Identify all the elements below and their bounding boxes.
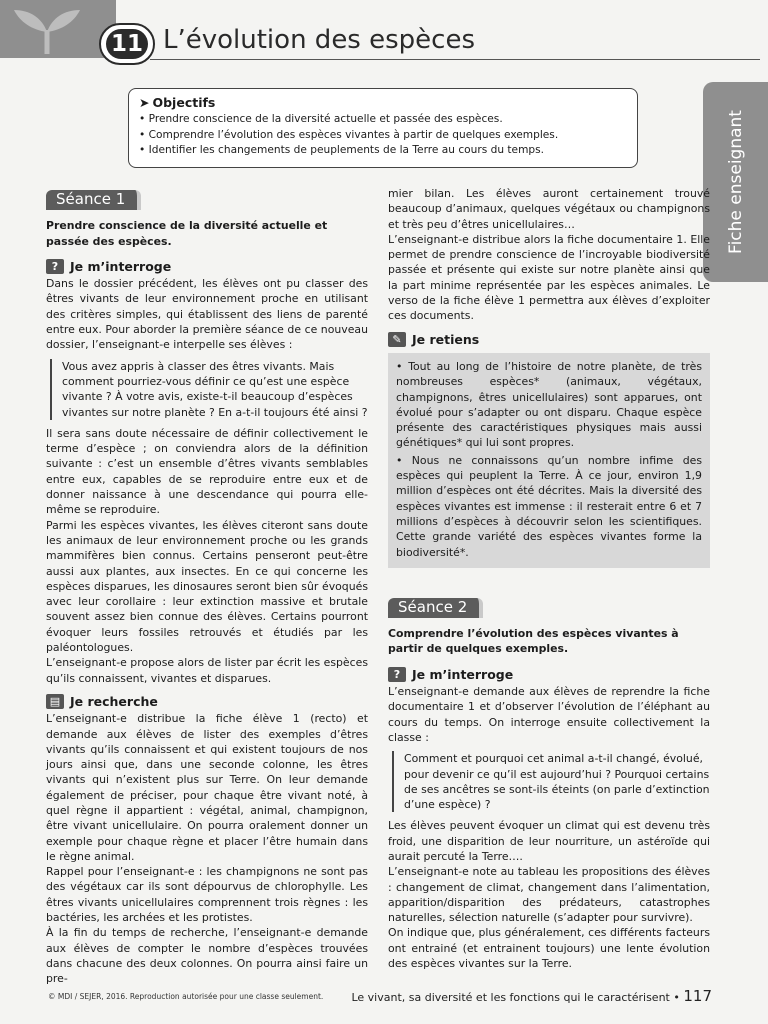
- objectives-list: [139, 112, 627, 159]
- heading-je-m-interroge: Je m’interroge: [70, 258, 172, 274]
- paragraph: L’enseignant-e note au tableau les propositions des élèves : changement de climat, changement dans l’alimentation, apparition/disparition des prédateurs, catastrophes naturelles, sélection naturelle (s’adapter pour survivre).: [388, 865, 710, 925]
- heading-je-m-interroge: Je m’interroge: [412, 666, 514, 682]
- question-icon: ?: [46, 259, 64, 274]
- column-left: [46, 190, 368, 987]
- seance-2-badge: Séance 2: [388, 598, 483, 618]
- paragraph: Les élèves peuvent évoquer un climat qui est devenu très froid, une disparition de leur nourriture, un astéroïde qui aurait percuté la Terre….: [388, 819, 710, 863]
- arrow-icon: ➤: [139, 95, 150, 110]
- objectives-box: [128, 88, 638, 168]
- copyright-notice: © MDI / SEJER, 2016. Reproduction autorisée pour une classe seulement.: [48, 992, 324, 1001]
- running-title: Le vivant, sa diversité et les fonctions qui le caractérisent: [351, 991, 670, 1004]
- side-tab-label: Fiche enseignant: [725, 110, 746, 254]
- paragraph: L’enseignant-e distribue alors la fiche documentaire 1. Elle permet de prendre conscience de l’incroyable biodiversité passée et présente qui existe sur notre planète ainsi que la part minime représentée par les espèces animales. Le verso de la fiche élève 1 permettra aux élèves d’exploiter ces documents.: [388, 232, 710, 323]
- objective-item: • Comprendre l’évolution des espèces vivantes à partir de quelques exemples.: [139, 128, 559, 141]
- teacher-quote: Comment et pourquoi cet animal a-t-il changé, évolué, pour devenir ce qu’il est aujourd’hui ? Pourquoi certains de ses ancêtres se sont-ils éteints (on parle d’extinction d’une espèce) ?: [392, 751, 710, 812]
- sprout-icon: [12, 8, 82, 54]
- teacher-quote: Vous avez appris à classer des êtres vivants. Mais comment pourriez-vous définir ce qu’est une espèce vivante ? À votre avis, existe-t-il beaucoup d’espèces vivantes sur notre planète ? En a-t-il toujours été ainsi ?: [50, 359, 368, 420]
- paragraph: L’enseignant-e propose alors de lister par écrit les espèces qu’ils connaissent, vivantes et disparues.: [46, 656, 368, 685]
- seance-1-badge: Séance 1: [46, 190, 141, 210]
- paragraph: Dans le dossier précédent, les élèves ont pu classer des êtres vivants de leur environnement proche en utilisant des critères simples, qui établissent des liens de parenté entre eux. Pour aborder la première séance de ce nouveau dossier, l’enseignant-e interpelle ses élèves :: [46, 277, 368, 352]
- bullet-icon: •: [673, 991, 684, 1004]
- paragraph: L’enseignant-e distribue la fiche élève 1 (recto) et demande aux élèves de lister des exemples d’êtres vivants qu’ils connaissent et qui existent toujours de nos jours ainsi que, dans une seconde colonne, les êtres vivants qui n’existent plus sur Terre. On leur demande également de préciser, pour chaque être vivant noté, à quel règne il appartient : végétal, animal, champignon, être vivant unicellulaire. On pourra oralement donner un exemple pour chaque règne et placer l’être humain dans le règne animal.: [46, 712, 368, 863]
- retiens-item: • Tout au long de l’histoire de notre planète, de très nombreuses espèces* (animaux, végétaux, champignons, êtres unicellulaires) sont apparues, ont évolué pour s’adapter ou ont disparu. Chaque espèce présente des caractéristiques physiques mais aussi génétiques* qui lui sont propres.: [396, 359, 702, 450]
- objectives-heading: Objectifs: [152, 95, 216, 110]
- paragraph: Parmi les espèces vivantes, les élèves citeront sans doute les animaux de leur environnement proche ou les grands mammifères bien connus. Certains penseront peut-être aussi aux plantes, aux insectes. En ce qui concerne les espèces disparues, les dinosaures seront bien sûr évoqués avec leur corollaire : leur extinction massive et brutale souvent assez bien connue des élèves. Certains pourront évoquer leurs fossiles retrouvés et étudiés par les paléontologues.: [46, 518, 368, 655]
- heading-je-recherche: Je recherche: [70, 693, 158, 709]
- paragraph: Rappel pour l’enseignant-e : les champignons ne sont pas des végétaux car ils sont dépourvus de chlorophylle. Les êtres vivants unicellulaires comprennent trois règnes : les bactéries, les archées et les protistes.: [46, 865, 368, 925]
- seance-2-intro: Comprendre l’évolution des espèces vivantes à partir de quelques exemples.: [388, 627, 679, 656]
- objective-item: • Prendre conscience de la diversité actuelle et passée des espèces.: [139, 113, 503, 125]
- paragraph: On indique que, plus généralement, ces différents facteurs ont entrainé (et entrainent toujours) une lente évolution des espèces vivantes sur la Terre.: [388, 926, 710, 971]
- book-icon: ▤: [46, 694, 64, 709]
- paragraph: mier bilan. Les élèves auront certainement trouvé beaucoup d’animaux, quelques végétaux ou champignons et très peu d’êtres unicellulaires…: [388, 187, 710, 231]
- paragraph: À la fin du temps de recherche, l’enseignant-e demande aux élèves de compter le nombre d’espèces trouvées dans chacune des deux colonnes. On pourra ainsi faire un pre-: [46, 926, 368, 986]
- retiens-item: • Nous ne connaissons qu’un nombre infime des espèces qui peuplent la Terre. À ce jour, environ 1,9 million d’espèces ont été décrites. Mais la diversité des espèces vivantes est immense : il resterait entre 6 et 7 millions d’espèces à découvrir selon les scientifiques. Cette grande variété des espèces vivantes forme la biodiversité*.: [396, 453, 702, 559]
- paragraph: L’enseignant-e demande aux élèves de reprendre la fiche documentaire 1 et d’observer l’évolution de l’éléphant au cours du temps. On interroge ensuite collectivement la classe :: [388, 685, 710, 744]
- page-title: L’évolution des espèces: [163, 25, 475, 55]
- pencil-icon: ✎: [388, 332, 406, 347]
- column-right: [388, 186, 710, 971]
- chapter-corner: [0, 0, 116, 58]
- seance-1-intro: Prendre conscience de la diversité actuelle et passée des espèces.: [46, 219, 328, 248]
- side-tab: [703, 82, 768, 282]
- page-footer: [351, 987, 712, 1005]
- title-divider: [150, 59, 760, 60]
- paragraph: Il sera sans doute nécessaire de définir collectivement le terme d’espèce ; on conviendra alors de la définition suivante : c’est un ensemble d’êtres vivants semblables entre eux, capables de se reproduire entre eux et de donner naissance à une descendance qui pourra elle-même se reproduire.: [46, 426, 368, 517]
- question-icon: ?: [388, 667, 406, 682]
- chapter-number-badge: [99, 23, 155, 65]
- je-retiens-box: [388, 353, 710, 568]
- heading-je-retiens: Je retiens: [412, 331, 480, 347]
- page-number: 117: [683, 987, 712, 1005]
- objective-item: • Identifier les changements de peuplements de la Terre au cours du temps.: [139, 144, 544, 156]
- chapter-number: 11: [106, 29, 148, 59]
